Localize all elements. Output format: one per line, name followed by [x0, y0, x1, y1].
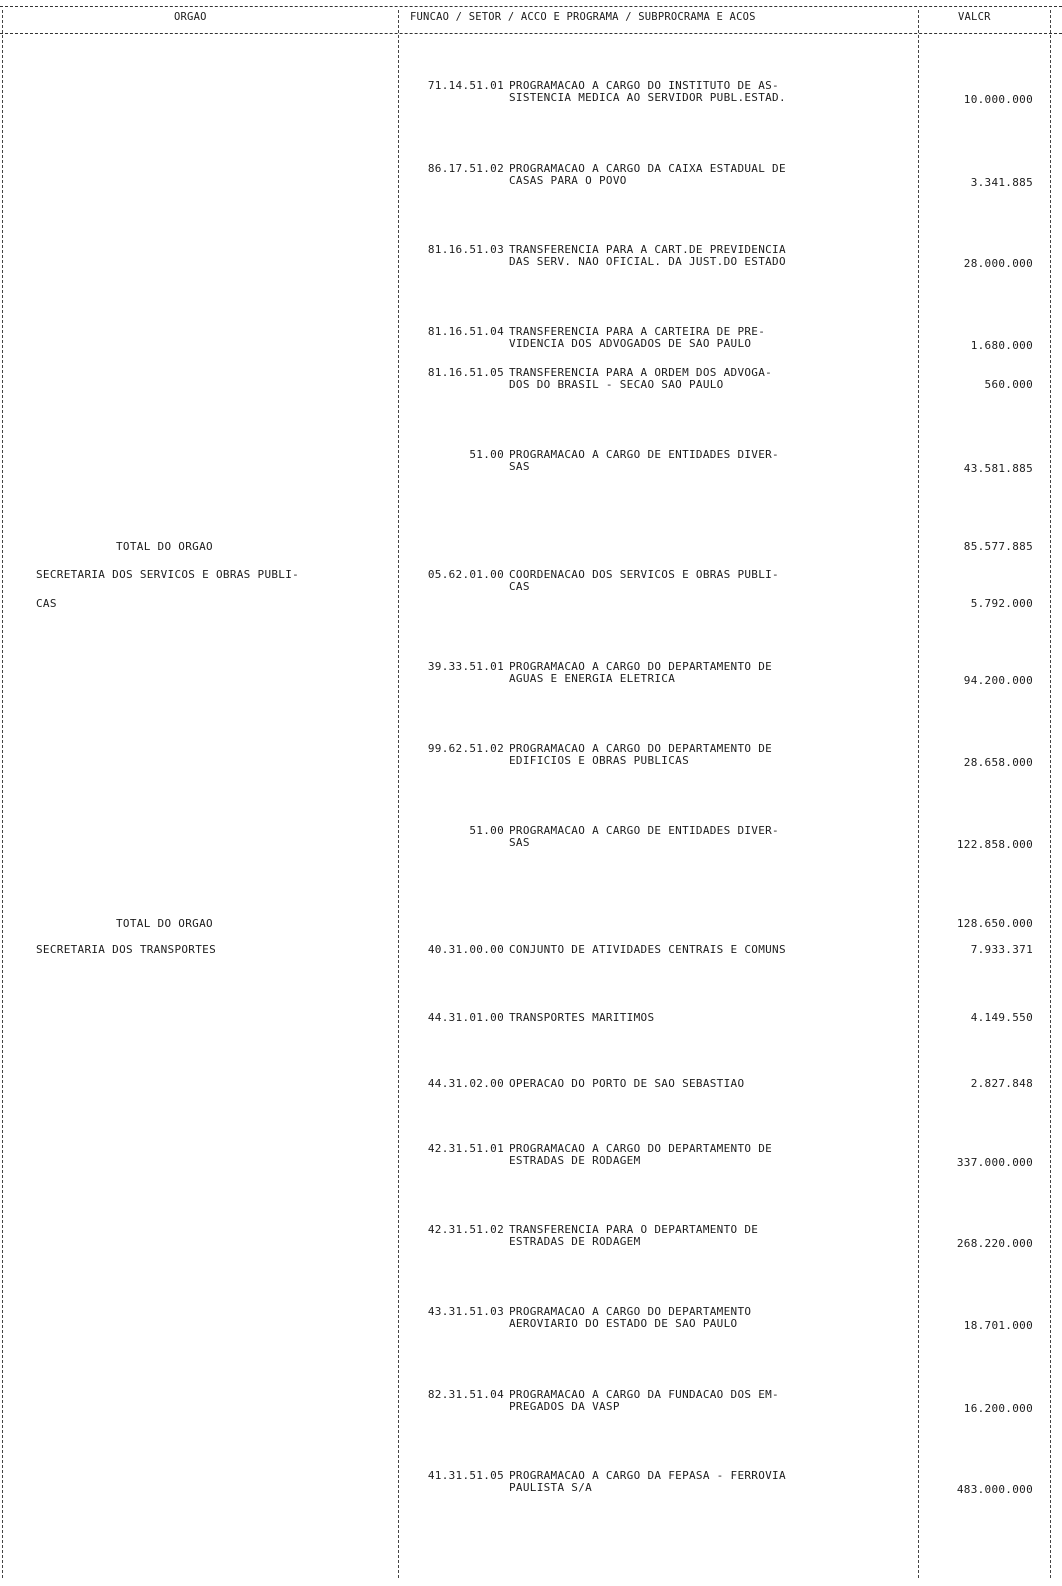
header-funcao: FUNCAO / SETOR / ACCO E PROGRAMA / SUBPROCRAMA E ACOS [410, 11, 756, 23]
row-value: 7.933.371 [970, 943, 1033, 956]
row-value: 128.650.000 [956, 917, 1033, 930]
row-description: COORDENACAO DOS SERVICOS E OBRAS PUBLI- [509, 568, 779, 581]
row-description-cont: AGUAS E ENERGIA ELETRICA [509, 672, 676, 685]
row-code: 99.62.51.02 [427, 742, 504, 755]
row-code: 82.31.51.04 [427, 1388, 504, 1401]
row-value: 1.680.000 [970, 339, 1033, 352]
row-description-cont: PAULISTA S/A [509, 1481, 593, 1494]
row-code: 51.00 [469, 448, 504, 461]
row-description: PROGRAMACAO A CARGO DE ENTIDADES DIVER- [509, 824, 779, 837]
row-description: OPERACAO DO PORTO DE SAO SEBASTIAO [509, 1077, 745, 1090]
row-value: 16.200.000 [963, 1402, 1033, 1415]
row-value: 43.581.885 [963, 462, 1033, 475]
row-code: 42.31.51.01 [427, 1142, 504, 1155]
row-value: 28.000.000 [963, 257, 1033, 270]
orgao-name-cont: CAS [36, 597, 57, 610]
row-value: 3.341.885 [970, 176, 1033, 189]
header-orgao: ORGAO [174, 11, 207, 23]
row-description-cont: SISTENCIA MEDICA AO SERVIDOR PUBL.ESTAD. [509, 91, 786, 104]
left-border [2, 10, 3, 1578]
row-value: 560.000 [984, 378, 1033, 391]
row-description-cont: CAS [509, 580, 530, 593]
row-description-cont: VIDENCIA DOS ADVOGADOS DE SAO PAULO [509, 337, 752, 350]
header-rule [0, 33, 1062, 34]
row-code: 86.17.51.02 [427, 162, 504, 175]
row-description-cont: SAS [509, 460, 530, 473]
column-divider-orgao [398, 10, 399, 1578]
row-code: 40.31.00.00 [427, 943, 504, 956]
orgao-total-label: TOTAL DO ORGAO [116, 917, 213, 930]
row-value: 2.827.848 [970, 1077, 1033, 1090]
row-code: 51.00 [469, 824, 504, 837]
row-code: 44.31.01.00 [427, 1011, 504, 1024]
row-description: PROGRAMACAO A CARGO DA CAIXA ESTADUAL DE [509, 162, 786, 175]
row-value: 268.220.000 [956, 1237, 1033, 1250]
row-description: TRANSPORTES MARITIMOS [509, 1011, 655, 1024]
row-description-cont: EDIFICIOS E OBRAS PUBLICAS [509, 754, 689, 767]
row-value: 122.858.000 [956, 838, 1033, 851]
row-code: 81.16.51.03 [427, 243, 504, 256]
row-description: TRANSFERENCIA PARA A CARTEIRA DE PRE- [509, 325, 766, 338]
row-description: TRANSFERENCIA PARA A ORDEM DOS ADVOGA- [509, 366, 773, 379]
row-value: 28.658.000 [963, 756, 1033, 769]
row-description: TRANSFERENCIA PARA O DEPARTAMENTO DE [509, 1223, 759, 1236]
row-value: 4.149.550 [970, 1011, 1033, 1024]
row-value: 10.000.000 [963, 93, 1033, 106]
row-description-cont: SAS [509, 836, 530, 849]
row-code: 05.62.01.00 [427, 568, 504, 581]
row-code: 71.14.51.01 [427, 79, 504, 92]
row-description-cont: ESTRADAS DE RODAGEM [509, 1235, 641, 1248]
row-description: PROGRAMACAO A CARGO DE ENTIDADES DIVER- [509, 448, 779, 461]
row-value: 5.792.000 [970, 597, 1033, 610]
row-code: 42.31.51.02 [427, 1223, 504, 1236]
row-value: 337.000.000 [956, 1156, 1033, 1169]
row-description: PROGRAMACAO A CARGO DO DEPARTAMENTO [509, 1305, 752, 1318]
column-divider-valor [918, 10, 919, 1578]
row-value: 18.701.000 [963, 1319, 1033, 1332]
row-description-cont: ESTRADAS DE RODAGEM [509, 1154, 641, 1167]
row-description-cont: AEROVIARIO DO ESTADO DE SAO PAULO [509, 1317, 738, 1330]
row-code: 81.16.51.05 [427, 366, 504, 379]
row-description: TRANSFERENCIA PARA A CART.DE PREVIDENCIA [509, 243, 786, 256]
row-description: PROGRAMACAO A CARGO DO INSTITUTO DE AS- [509, 79, 779, 92]
row-description: CONJUNTO DE ATIVIDADES CENTRAIS E COMUNS [509, 943, 786, 956]
orgao-name: SECRETARIA DOS TRANSPORTES [36, 943, 216, 956]
row-code: 41.31.51.05 [427, 1469, 504, 1482]
row-code: 81.16.51.04 [427, 325, 504, 338]
row-code: 44.31.02.00 [427, 1077, 504, 1090]
row-description-cont: DOS DO BRASIL - SECAO SAO PAULO [509, 378, 724, 391]
row-description: PROGRAMACAO A CARGO DA FUNDACAO DOS EM- [509, 1388, 779, 1401]
row-description: PROGRAMACAO A CARGO DO DEPARTAMENTO DE [509, 742, 773, 755]
orgao-total-label: TOTAL DO ORGAO [116, 540, 213, 553]
row-code: 39.33.51.01 [427, 660, 504, 673]
row-description-cont: PREGADOS DA VASP [509, 1400, 620, 1413]
row-description-cont: DAS SERV. NAO OFICIAL. DA JUST.DO ESTADO [509, 255, 786, 268]
header-valor: VALCR [958, 11, 991, 23]
top-rule [0, 6, 1062, 7]
right-border [1050, 10, 1051, 1578]
row-value: 483.000.000 [956, 1483, 1033, 1496]
row-description: PROGRAMACAO A CARGO DO DEPARTAMENTO DE [509, 1142, 773, 1155]
row-description: PROGRAMACAO A CARGO DA FEPASA - FERROVIA [509, 1469, 786, 1482]
row-description-cont: CASAS PARA O POVO [509, 174, 627, 187]
orgao-name: SECRETARIA DOS SERVICOS E OBRAS PUBLI- [36, 568, 300, 581]
row-code: 43.31.51.03 [427, 1305, 504, 1318]
row-description: PROGRAMACAO A CARGO DO DEPARTAMENTO DE [509, 660, 773, 673]
row-value: 85.577.885 [963, 540, 1033, 553]
row-value: 94.200.000 [963, 674, 1033, 687]
